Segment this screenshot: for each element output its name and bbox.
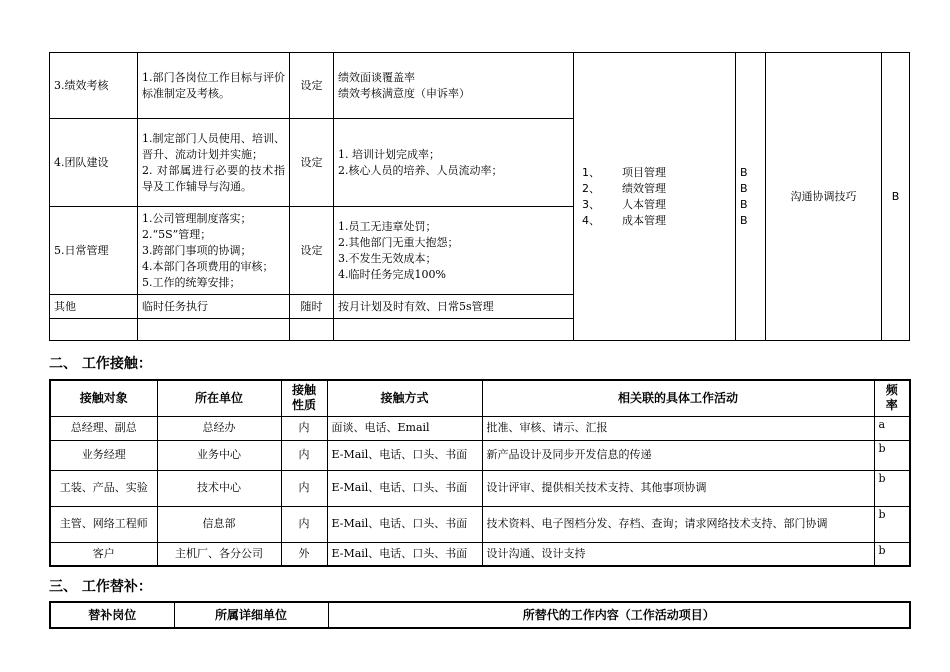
- header-freq: 频 率: [874, 380, 910, 416]
- skill-grades-cell: [736, 53, 766, 341]
- method-cell: 面谈、电话、Email: [327, 416, 482, 440]
- section-title: 二、 工作接触：: [49, 356, 152, 372]
- skill-name: 成本管理: [622, 213, 666, 227]
- freq-cell: b: [874, 440, 910, 470]
- method-cell: E-Mail、电话、口头、书面: [327, 506, 482, 542]
- table-row: [50, 53, 910, 119]
- kpi-cell: 按月计划及时有效、日常5s管理: [334, 295, 574, 319]
- nature-cell: 内: [281, 440, 327, 470]
- freq-cell: 设定: [290, 53, 334, 119]
- activity-cell: 技术资料、电子图档分发、存档、查询；请求网络技术支持、部门协调: [482, 506, 874, 542]
- freq-cell: b: [874, 542, 910, 566]
- kpi-cell: [334, 319, 574, 341]
- skill-item: [578, 197, 731, 213]
- area-cell: [50, 319, 138, 341]
- header-target: 接触对象: [50, 380, 157, 416]
- skill-num: 4、: [582, 213, 600, 227]
- section-title: 三、 工作替补：: [49, 579, 152, 595]
- activity-cell: 设计沟通、设计支持: [482, 542, 874, 566]
- duty-cell: 1.制定部门人员使用、培训、晋升、流动计划并实施； 2. 对部属进行必要的技术指导及工作辅导与沟通。: [138, 119, 290, 207]
- target-cell: 工装、产品、实验: [50, 470, 157, 506]
- nature-cell: 内: [281, 470, 327, 506]
- skill-grade: B: [740, 165, 748, 179]
- target-cell: 主管、网络工程师: [50, 506, 157, 542]
- target-cell: 业务经理: [50, 440, 157, 470]
- performance-table: [49, 52, 910, 341]
- table-row: [50, 506, 910, 542]
- area-cell: 5.日常管理: [50, 207, 138, 295]
- nature-cell: 内: [281, 416, 327, 440]
- skill-item: [578, 181, 731, 197]
- activity-cell: 设计评审、提供相关技术支持、其他事项协调: [482, 470, 874, 506]
- table-row: [50, 416, 910, 440]
- table-header-row: [50, 380, 910, 416]
- target-cell: 客户: [50, 542, 157, 566]
- target-cell: 总经理、副总: [50, 416, 157, 440]
- method-cell: E-Mail、电话、口头、书面: [327, 470, 482, 506]
- contact-table: [49, 379, 911, 567]
- header-unit: 所在单位: [157, 380, 281, 416]
- area-cell: 3.绩效考核: [50, 53, 138, 119]
- freq-cell: a: [874, 416, 910, 440]
- unit-cell: 业务中心: [157, 440, 281, 470]
- freq-cell: 设定: [290, 207, 334, 295]
- nature-cell: 内: [281, 506, 327, 542]
- activity-cell: 新产品设计及同步开发信息的传递: [482, 440, 874, 470]
- unit-cell: 主机厂、各分公司: [157, 542, 281, 566]
- skills-cell: [574, 53, 736, 341]
- skill-name: 人本管理: [622, 197, 666, 211]
- substitution-table: [49, 601, 911, 629]
- duty-cell: 1.公司管理制度落实； 2.“5S”管理； 3.跨部门事项的协调； 4.本部门各项费用的审核； 5.工作的统筹安排；: [138, 207, 290, 295]
- kpi-cell: 绩效面谈覆盖率 绩效考核满意度（申诉率）: [334, 53, 574, 119]
- method-cell: E-Mail、电话、口头、书面: [327, 542, 482, 566]
- header-position: 替补岗位: [50, 602, 174, 628]
- skill-num: 3、: [582, 197, 600, 211]
- soft-skill-grade: B: [882, 53, 910, 341]
- skill-num: 2、: [582, 181, 600, 195]
- soft-skill-cell: 沟通协调技巧: [766, 53, 882, 341]
- skill-item: [578, 213, 731, 229]
- area-cell: 其他: [50, 295, 138, 319]
- freq-cell: 设定: [290, 119, 334, 207]
- skill-name: 项目管理: [622, 165, 666, 179]
- skill-item: [578, 165, 731, 181]
- duty-cell: 临时任务执行: [138, 295, 290, 319]
- header-unit: 所属详细单位: [174, 602, 328, 628]
- unit-cell: 总经办: [157, 416, 281, 440]
- freq-cell: 随时: [290, 295, 334, 319]
- table-row: [50, 470, 910, 506]
- skill-name: 绩效管理: [622, 181, 666, 195]
- header-nature: 接触 性质: [281, 380, 327, 416]
- header-method: 接触方式: [327, 380, 482, 416]
- unit-cell: 技术中心: [157, 470, 281, 506]
- area-cell: 4.团队建设: [50, 119, 138, 207]
- unit-cell: 信息部: [157, 506, 281, 542]
- duty-cell: 1.部门各岗位工作目标与评价标准制定及考核。: [138, 53, 290, 119]
- skill-grade: B: [740, 181, 748, 195]
- header-content: 所替代的工作内容（工作活动项目）: [328, 602, 910, 628]
- freq-cell: [290, 319, 334, 341]
- activity-cell: 批准、审核、请示、汇报: [482, 416, 874, 440]
- skill-grade: B: [740, 213, 748, 227]
- skill-num: 1、: [582, 165, 600, 179]
- table-header-row: [50, 602, 910, 628]
- kpi-cell: 1.员工无违章处罚； 2.其他部门无重大抱怨； 3.不发生无效成本； 4.临时任务完成100%: [334, 207, 574, 295]
- table-row: [50, 440, 910, 470]
- freq-cell: b: [874, 506, 910, 542]
- duty-cell: [138, 319, 290, 341]
- nature-cell: 外: [281, 542, 327, 566]
- method-cell: E-Mail、电话、口头、书面: [327, 440, 482, 470]
- skill-grade: B: [740, 197, 748, 211]
- kpi-cell: 1. 培训计划完成率； 2.核心人员的培养、人员流动率；: [334, 119, 574, 207]
- freq-cell: b: [874, 470, 910, 506]
- header-activity: 相关联的具体工作活动: [482, 380, 874, 416]
- table-row: [50, 542, 910, 566]
